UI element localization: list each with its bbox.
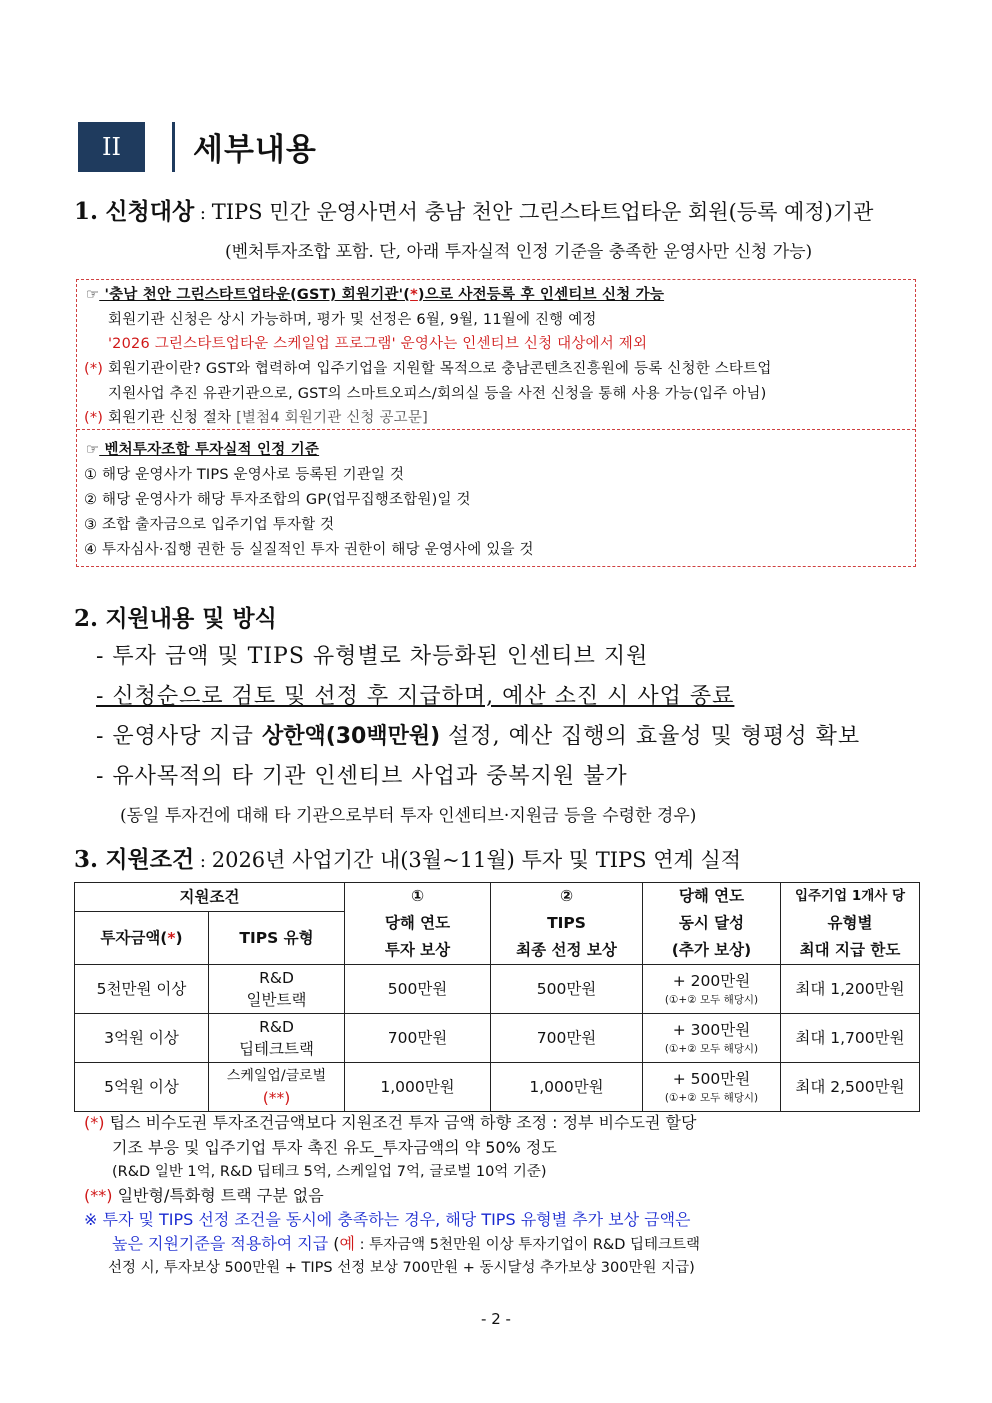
note-3a	[84, 1207, 691, 1230]
note-3b	[112, 1231, 700, 1254]
criteria-item: ④ 투자심사·집행 권한 등 실질적인 투자 권한이 해당 운영사에 있을 것	[84, 542, 534, 558]
box-line-2: '2026 그린스타트업타운 스케일업 프로그램' 운영사는 인센티브 신청 대상에서 제외	[108, 336, 648, 352]
heading-1-sub: (벤처투자조합 포함. 단, 아래 투자실적 인정 기준을 충족한 운영사만 신청 가능)	[225, 242, 813, 262]
box-note-2-text: 회원기관 신청 절차	[103, 410, 237, 426]
section-number: II	[78, 122, 145, 172]
page-number: - 2 -	[481, 1310, 511, 1328]
section-title: 세부내용	[193, 132, 317, 168]
note-1-mark: (*)	[84, 1113, 105, 1132]
note-2-text: 일반형/특화형 트랙 구분 없음	[112, 1186, 324, 1205]
support-table	[74, 882, 920, 1112]
note-3-emph: 높은 지원기준을 적용하여 지급	[112, 1234, 329, 1253]
note-2	[84, 1183, 324, 1206]
box-line-1: 회원기관 신청은 상시 가능하며, 평가 및 선정은 6월, 9월, 11월에 진행 예정	[108, 312, 597, 328]
box-heading-2-text: 벤처투자조합 투자실적 인정 기준	[99, 442, 320, 458]
table-row	[75, 1063, 920, 1112]
header-tips-type: TIPS 유형	[209, 912, 345, 965]
table-header-row	[75, 883, 920, 912]
box-note-2-mark: (*)	[84, 410, 104, 426]
header-max-limit: 입주기업 1개사 당 유형별 최대 지급 한도	[781, 883, 920, 965]
box-heading-1	[86, 283, 664, 304]
box-note-2-ref: [별첨4 회원기관 신청 공고문]	[236, 410, 428, 426]
heading-3-text: 2026년 사업기간 내(3월~11월) 투자 및 TIPS 연계 실적	[211, 848, 742, 872]
row-invest-reward: 700만원	[345, 1014, 491, 1063]
table-row	[75, 965, 920, 1014]
criteria-item: ② 해당 운영사가 해당 투자조합의 GP(업무집행조합원)일 것	[84, 492, 471, 508]
heading-3-colon: :	[194, 851, 212, 872]
heading-3	[74, 841, 741, 874]
note-3c: 선정 시, 투자보상 500만원 + TIPS 선정 보상 700만원 + 동시달성 추가보상 300만원 지급)	[108, 1260, 695, 1276]
row-combined-reward: + 200만원 (①+② 모두 해당시)	[643, 965, 781, 1014]
criteria-item: ③ 조합 출자금으로 입주기업 투자할 것	[84, 517, 335, 533]
table-row	[75, 1014, 920, 1063]
row-tips-reward: 1,000만원	[491, 1063, 643, 1112]
heading-1-text: TIPS 민간 운영사면서 충남 천안 그린스타트업타운 회원(등록 예정)기관	[211, 200, 874, 224]
row-amount: 5억원 이상	[75, 1063, 209, 1112]
row-tips-reward: 700만원	[491, 1014, 643, 1063]
row-max-limit: 최대 1,700만원	[781, 1014, 920, 1063]
note-2-mark: (**)	[84, 1186, 113, 1205]
box-note-1a	[84, 357, 772, 378]
heading-1-label: 신청대상	[105, 198, 195, 225]
heading-2-num: 2.	[74, 605, 99, 632]
note-1-text: 팁스 비수도권 투자조건금액보다 지원조건 투자 금액 하향 조정 : 정부 비수도권 할당	[104, 1113, 697, 1132]
heading-3-title: 지원조건	[105, 846, 195, 873]
row-max-limit: 최대 1,200만원	[781, 965, 920, 1014]
heading-1-num: 1.	[74, 198, 99, 225]
header-tips-reward: ② TIPS 최종 선정 보상	[491, 883, 643, 965]
box-note-1b: 지원사업 추진 유관기관으로, GST의 스마트오피스/회의실 등을 사전 신청을 통해 사용 가능(입주 아님)	[108, 386, 767, 402]
box-heading-1-star: *	[410, 287, 418, 303]
note-1c: (R&D 일반 1억, R&D 딥테크 5억, 스케일업 7억, 글로벌 10억 기준)	[112, 1164, 547, 1180]
row-tips-reward: 500만원	[491, 965, 643, 1014]
note-1b: 기조 부응 및 입주기업 투자 촉진 유도_투자금액의 약 50% 정도	[112, 1138, 557, 1157]
header-invest-reward: ① 당해 연도 투자 보상	[345, 883, 491, 965]
row-combined-reward: + 500만원 (①+② 모두 해당시)	[643, 1063, 781, 1112]
row-type: R&D 일반트랙	[209, 965, 345, 1014]
header-combined-reward: 당해 연도 동시 달성 (추가 보상)	[643, 883, 781, 965]
support-line-4: - 유사목적의 타 기관 인센티브 사업과 중복지원 불가	[96, 764, 628, 789]
note-3-example: 예	[339, 1234, 355, 1253]
criteria-item: ① 해당 운영사가 TIPS 운영사로 등록된 기관일 것	[84, 467, 405, 483]
box-heading-1-b: )으로 사전등록 후 인센티브 신청 가능	[417, 287, 665, 303]
row-combined-reward: + 300만원 (①+② 모두 해당시)	[643, 1014, 781, 1063]
support-line-3-a: - 운영사당 지급	[96, 724, 262, 749]
pointing-hand-icon: ☞	[86, 287, 100, 303]
support-line-2: - 신청순으로 검토 및 선정 후 지급하며, 예산 소진 시 사업 종료	[96, 684, 735, 709]
support-line-3	[96, 719, 860, 750]
pointing-hand-icon: ☞	[86, 442, 100, 458]
note-3-paren: (	[328, 1234, 340, 1253]
heading-2-title: 지원내용 및 방식	[105, 605, 277, 632]
row-type: R&D 딥테크트랙	[209, 1014, 345, 1063]
support-line-3-c: 설정, 예산 집행의 효율성 및 형평성 확보	[440, 724, 861, 749]
row-invest-reward: 500만원	[345, 965, 491, 1014]
row-amount: 5천만원 이상	[75, 965, 209, 1014]
box-note-1-text: 회원기관이란? GST와 협력하여 입주기업을 지원할 목적으로 충남콘텐츠진흥원에 등록 신청한 스타트업	[103, 361, 772, 377]
support-line-1: - 투자 금액 및 TIPS 유형별로 차등화된 인센티브 지원	[96, 644, 649, 669]
row-type: 스케일업/글로벌 (**)	[209, 1063, 345, 1112]
box-note-2	[84, 406, 428, 427]
section-divider	[172, 122, 175, 172]
note-3-text: 투자 및 TIPS 선정 조건을 동시에 충족하는 경우, 해당 TIPS 유형별 추가 보상 금액은	[97, 1210, 691, 1229]
box-heading-2	[86, 438, 319, 459]
heading-1	[74, 193, 873, 226]
header-cond: 지원조건	[75, 883, 345, 912]
note-1a	[84, 1110, 696, 1133]
heading-3-num: 3.	[74, 846, 99, 873]
support-line-5: (동일 투자건에 대해 타 기관으로부터 투자 인센티브·지원금 등을 수령한 경우)	[120, 806, 697, 826]
info-box-divider	[77, 429, 915, 430]
header-amount: 투자금액(*)	[75, 912, 209, 965]
box-heading-1-a: '충남 천안 그린스타트업타운(GST) 회원기관'(	[99, 287, 411, 303]
box-note-1-mark: (*)	[84, 361, 104, 377]
reference-mark-icon: ※	[84, 1210, 98, 1229]
row-max-limit: 최대 2,500만원	[781, 1063, 920, 1112]
note-3-example-text: : 투자금액 5천만원 이상 투자기업이 R&D 딥테크트랙	[354, 1237, 701, 1253]
support-line-3-cap: 상한액(30백만원)	[261, 724, 441, 749]
row-amount: 3억원 이상	[75, 1014, 209, 1063]
heading-2	[74, 600, 277, 633]
heading-1-colon: :	[194, 203, 212, 224]
row-invest-reward: 1,000만원	[345, 1063, 491, 1112]
